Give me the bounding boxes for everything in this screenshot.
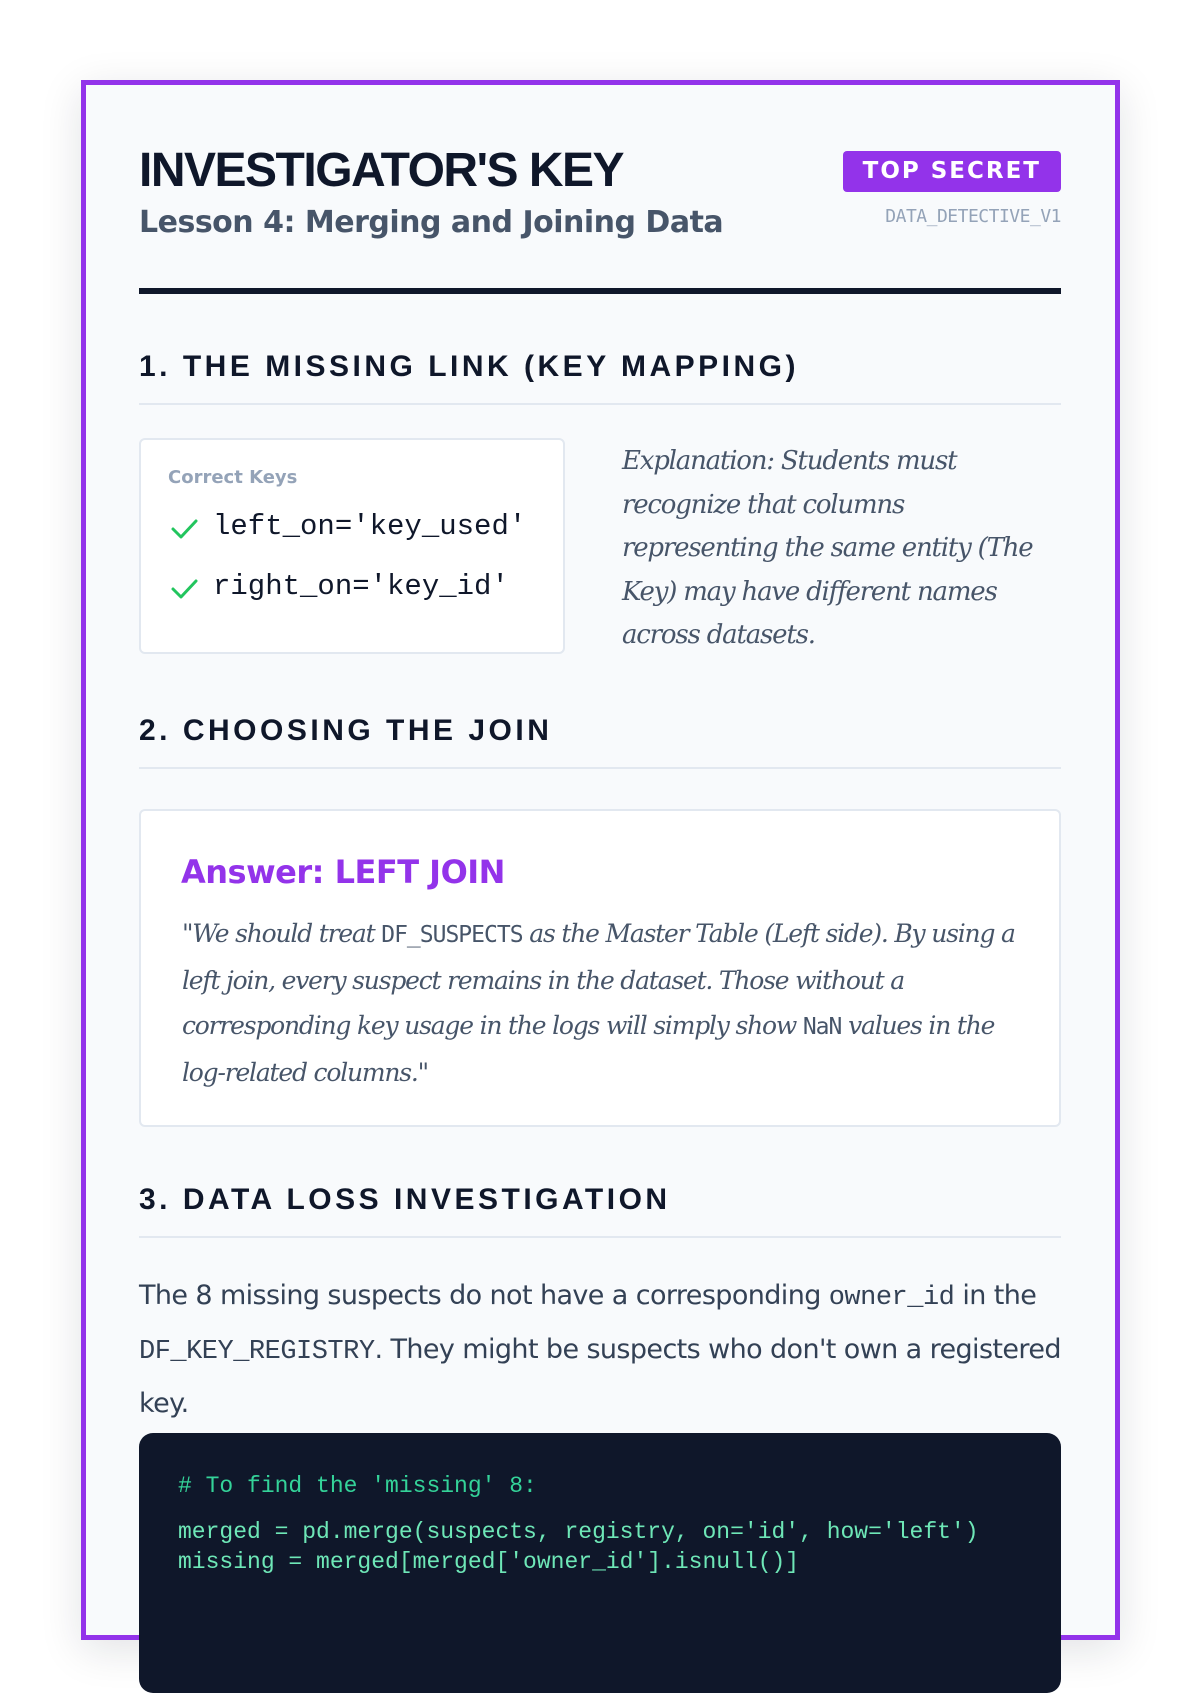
quote-text: "We should treat xyxy=(182,919,382,948)
code-block xyxy=(139,1433,1061,1693)
quote-code: NaN xyxy=(802,1014,842,1040)
section-2-title: 2. CHOOSING THE JOIN xyxy=(139,714,553,747)
key-code: right_on='key_id' xyxy=(213,570,509,603)
para-text: . They might be suspects who don't own a registered key. xyxy=(139,1334,1061,1419)
section-3-title: 3. DATA LOSS INVESTIGATION xyxy=(139,1183,671,1216)
version-label: DATA_DETECTIVE_V1 xyxy=(885,206,1061,227)
key-code: left_on='key_used' xyxy=(213,510,527,543)
document-title: INVESTIGATOR'S KEY xyxy=(139,144,624,197)
top-secret-badge: TOP SECRET xyxy=(843,151,1061,192)
answer-quote xyxy=(182,911,1032,1095)
answer-key-sheet xyxy=(81,80,1120,1640)
code-line: merged = pd.merge(suspects, registry, on='id', how='left') xyxy=(178,1519,979,1545)
header-divider xyxy=(139,288,1061,294)
lesson-subtitle: Lesson 4: Merging and Joining Data xyxy=(139,205,724,240)
para-code: DF_KEY_REGISTRY xyxy=(139,1337,375,1367)
quote-code: DF_SUSPECTS xyxy=(381,922,523,948)
data-loss-paragraph xyxy=(139,1270,1061,1429)
document-header xyxy=(139,143,1061,293)
section-1-title: 1. THE MISSING LINK (KEY MAPPING) xyxy=(139,350,799,383)
quote-text: values in the log-related columns." xyxy=(182,1011,995,1087)
quote-text: as the Master Table (Left side). By using a left join, every suspect remains in the dataset. Those without a corresponding key usage in the logs will simply show xyxy=(182,919,1015,1040)
answer-card xyxy=(139,809,1061,1127)
answer-heading: Answer: LEFT JOIN xyxy=(181,853,505,891)
check-icon xyxy=(169,574,199,604)
correct-keys-label: Correct Keys xyxy=(168,467,298,488)
check-icon xyxy=(169,514,199,544)
correct-keys-card xyxy=(139,438,565,654)
para-code: owner_id xyxy=(828,1283,955,1313)
para-text: The 8 missing suspects do not have a corresponding xyxy=(139,1280,829,1311)
section-3-divider xyxy=(139,1236,1061,1238)
code-line: missing = merged[merged['owner_id'].isnull()] xyxy=(178,1549,800,1575)
section-2-divider xyxy=(139,767,1061,769)
code-comment: # To find the 'missing' 8: xyxy=(178,1473,537,1499)
explanation-text: Explanation: Students must recognize that columns representing the same entity (The Key) may have different names across datasets. xyxy=(622,446,1033,650)
section-1-divider xyxy=(139,403,1061,405)
para-text: in the xyxy=(954,1280,1037,1311)
